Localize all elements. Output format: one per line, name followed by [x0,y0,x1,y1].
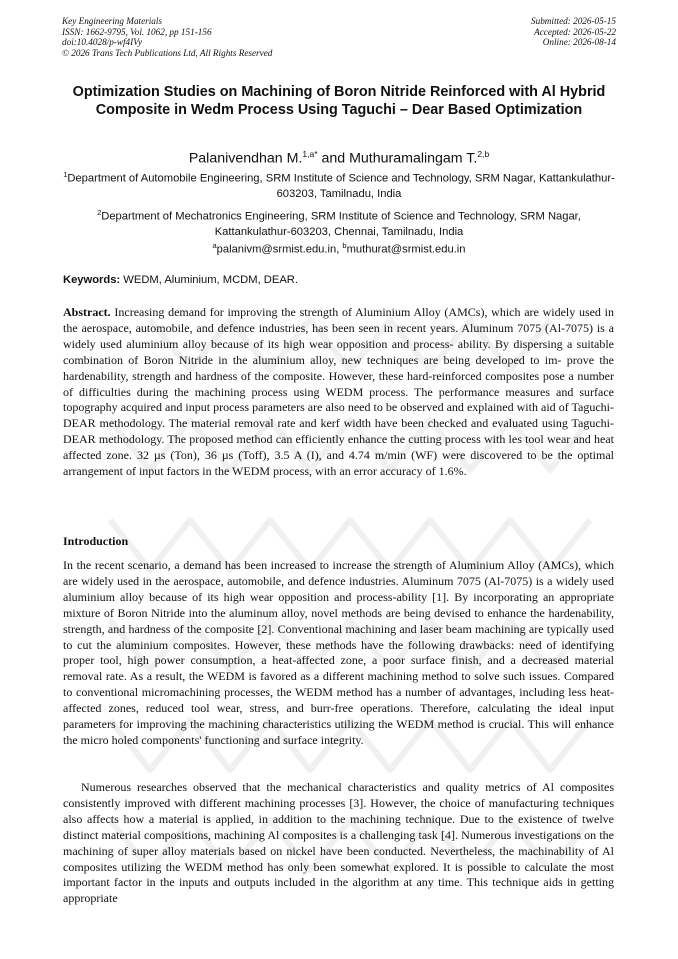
email-line [60,238,618,258]
affiliation-2-marker: 2 [97,208,102,217]
submitted-date: Submitted: 2026-05-15 [531,16,616,26]
abstract-text: Increasing demand for improving the strength of Aluminium Alloy (AMCs), which are widely used in the aerospace, automobile, and defence industries, has been seen in recent years. Aluminum 7075 (Al-7075) is a widely used aluminium alloy because of its high wear opposition and process- ability. By dispersing a suitable combination of Boron Nitride in the aluminium alloy, new techniques are being developed to im- prove the hardenability, strength and hardness of the composite. However, these hard-reinforced composites pose a number of difficulties during the machining process using WEDM process. The performance measures and surface topography acquired and input process parameters are also need to be observed and explained with aid of Taguchi-DEAR methodology. The material removal rate and kerf width have been checked and evaluated using Taguchi-DEAR methodology. The proposed method can efficiently enhance the cutting process with les tool wear and heat affected zone. 32 µs (Ton), 36 µs (Toff), 3.5 A (I), and 4.74 m/min (WF) were discovered to be the optimal arrangement of input factors in the WEDM process, with an error accuracy of 1.6%. [63,305,614,479]
journal-name: Key Engineering Materials [62,16,163,26]
introduction-heading: Introduction [63,534,129,548]
journal-header [62,16,272,58]
email-a-marker: a [212,241,217,250]
abstract [63,305,614,480]
author-2-affiliation: 2,b [477,149,490,159]
doi: doi:10.4028/p-wf4IVy [62,37,143,48]
introduction-paragraph-2: Numerous researches observed that the mechanical characteristics and quality metrics of Al composites consistently improved with different machining processes [3]. However, the choice of manufacturing techniques also affects how a material is applied, in addition to the machining technique. Due to the existence of twelve distinct material compositions, machining Al composites is a challenging task [4]. Numerous investigations on the machining of super alloy materials based on nickel have been conducted. Nevertheless, the machinability of Al composites utilizing the WEDM method has only been somewhat explored. It is possible to calculate the most important factor in the inputs and outputs included in the algorithm at any time. This technique aids in getting appropriate [63,780,614,906]
affiliation-2 [60,205,618,241]
author-2: Muthuramalingam T. [349,150,478,167]
author-list [60,145,618,168]
copyright: © 2026 Trans Tech Publications Ltd, All Rights Reserved [62,47,273,58]
author-1: Palanivendhan M. [188,150,303,167]
email-a: palanivm@srmist.edu.in, [216,243,343,256]
affiliation-1 [60,167,618,203]
email-b: muthurat@srmist.edu.in [346,243,466,256]
online-date: Online: 2026-08-14 [542,37,616,48]
affiliation-2-text: Department of Mechatronics Engineering, SRM Institute of Science and Technology, SRM Nagar, Kattankulathur-603203, Chennai, Tamilnadu, India [101,210,581,239]
keywords-text: WEDM, Aluminium, MCDM, DEAR. [120,274,298,286]
affiliation-1-text: Department of Automobile Engineering, SRM Institute of Science and Technology, SRM Nagar, Kattankulathur-603203, Tamilnadu, India [67,172,615,201]
abstract-label: Abstract. [63,305,111,319]
dates-header [531,16,616,48]
author-1-affiliation: 1,a* [302,149,318,159]
keywords-label: Keywords: [63,274,121,286]
email-b-marker: b [342,241,347,250]
introduction-paragraph-1: In the recent scenario, a demand has been increased to increase the strength of Aluminium Alloy (AMCs), which are widely used in the aerospace, automobile, and defence industries. Aluminum 7075 (Al-7075) is a widely used aluminium alloy because of its high wear opposition and process-ability [1]. By incorporating an appropriate mixture of Boron Nitride into the aluminum alloy, novel methods are being devised to enhance the hardenability, strength, and hardness of the composite [2]. Conventional machining and laser beam machining are typically used to cut the aluminium composites. However, these methods have the following drawbacks: need of identifying proper tool, high power consumption, a heat-affected zone, a poor surface finish, and a decreased material removal rate. As a result, the WEDM is favored as a different machining method to solve such issues. Compared to conventional micromachining processes, the WEDM method has a number of advantages, including less heat-affected zones, reduced tool wear, stress, and burr-free operations. Therefore, calculating the ideal input parameters for improving the machining characteristics utilizing the WEDM method is crucial. This will enhance the micro holed components' functioning and surface integrity. [63,558,614,747]
keywords [63,274,298,286]
paper-title: Optimization Studies on Machining of Boron Nitride Reinforced with Al Hybrid Composite in Wedm Process Using Taguchi – Dear Based Optimization [72,84,606,118]
author-conjunction: and [317,150,350,167]
accepted-date: Accepted: 2026-05-22 [534,26,616,37]
issn: ISSN: 1662-9795, Vol. 1062, pp 151-156 [62,26,212,37]
affiliation-1-marker: 1 [63,170,68,179]
